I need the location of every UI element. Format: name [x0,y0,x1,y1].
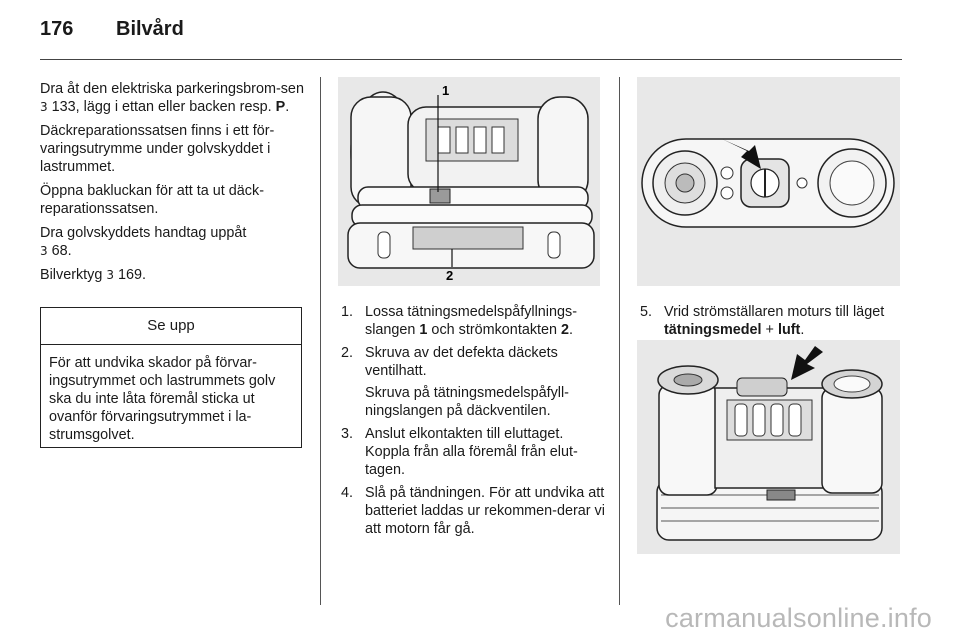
reference-arrow-icon: 3 [40,100,48,114]
watermark: carmanualsonline.info [665,603,932,633]
intro-text-column [40,80,306,290]
column-divider-2 [619,77,620,605]
compressor-isometric-figure [637,340,900,554]
paragraph-parking-brake: Dra åt den elektriska parkeringsbrom-sen 3 133, lägg i ettan eller backen resp. P. [40,81,304,115]
reference-arrow-icon: 3 [106,268,115,282]
steps-list-column2 [341,303,605,543]
page-header [40,18,184,48]
compressor-hose-figure [338,77,600,286]
paragraph-vehicle-tools: Bilverktyg 3 169. [40,267,147,283]
switch-top-view-figure [637,77,900,286]
compressor-side-illustration [338,77,600,286]
paragraph-open-tailgate: Öppna bakluckan för att ta ut däck-reparationssatsen. [40,183,264,217]
page-reference[interactable]: 68 [51,243,68,259]
caution-title: Se upp [41,308,301,345]
list-item: 3. Anslut elkontakten till eluttaget. Koppla från alla föremål från elut-tagen. [341,426,578,478]
callout-1: 1 [442,83,450,98]
header-rule [40,59,902,60]
page-number: 176 [40,18,74,40]
callout-2: 2 [446,268,454,283]
column-divider-1 [320,77,321,605]
steps-list-column3 [640,303,902,344]
caution-text: För att undvika skador på förvar-ingsutrymmet och lastrummets golv ska du inte låta föremål sticka ut ovanför förvaringsutrymmet i la-strumsgolvet. [49,355,276,443]
caution-box [40,307,302,448]
page-reference[interactable]: 133 [51,99,76,115]
page-title: Bilvård [116,18,184,40]
paragraph-kit-location: Däckreparationssatsen finns i ett för-varingsutrymme under golvskyddet i lastrummet. [40,123,275,175]
paragraph-floor-cover: Dra golvskyddets handtag uppåt 3 68. [40,225,247,259]
list-item: 2. Skruva av det defekta däckets ventilhatt. Skruva på tätningsmedelspåfyll-ningslangen på däckventilen. [341,345,569,419]
page-reference[interactable]: 169 [118,267,143,283]
compressor-top-illustration [637,77,900,286]
list-item: 5. Vrid strömställaren moturs till läget tätningsmedel + luft. [640,304,885,338]
compressor-iso-illustration [637,340,900,554]
reference-arrow-icon: 3 [40,244,48,258]
list-item: 1. Lossa tätningsmedelspåfyllnings-slangen 1 och strömkontakten 2. [341,304,577,338]
list-item: 4. Slå på tändningen. För att undvika att batteriet laddas ur rekommen-derar vi att motorn får gå. [341,485,605,537]
